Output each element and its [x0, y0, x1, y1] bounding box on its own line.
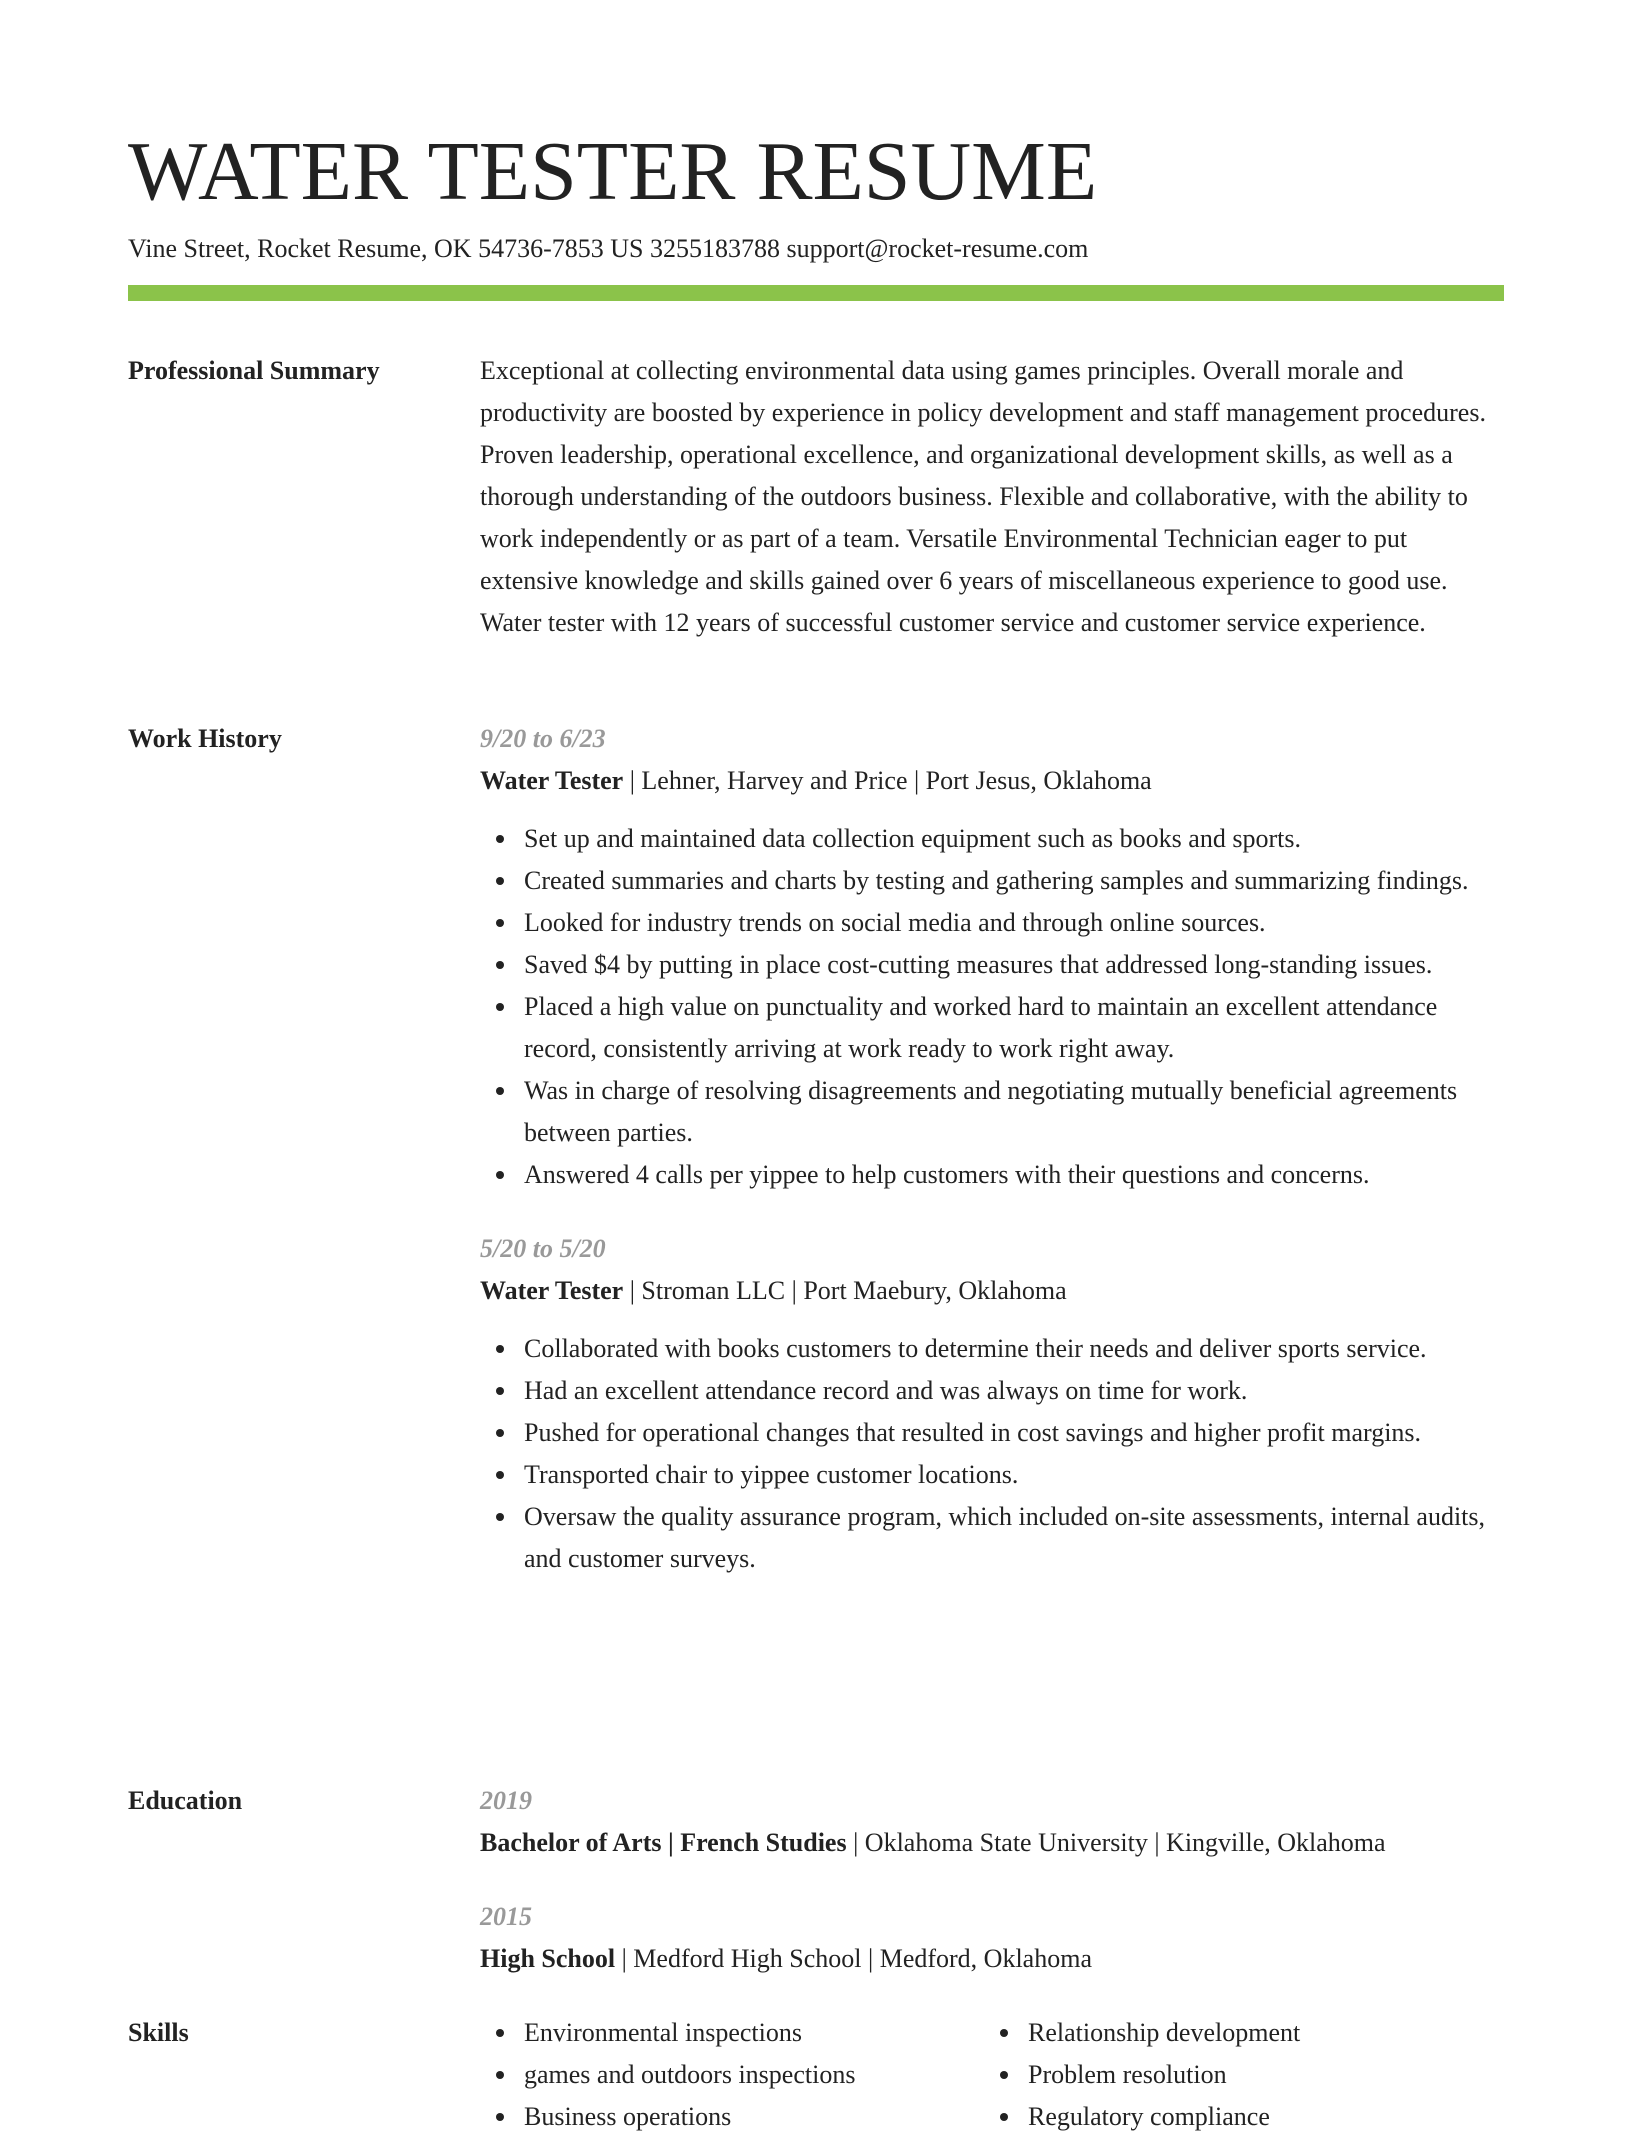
work-history-body	[480, 718, 1504, 1612]
list-item: Set up and maintained data collection equipment such as books and sports.	[524, 818, 1504, 860]
job-bullets	[480, 818, 1504, 1196]
education-details: | Medford High School | Medford, Oklahoma	[615, 1944, 1092, 1973]
list-item: Saved $4 by putting in place cost-cutting measures that addressed long-standing issues.	[524, 944, 1504, 986]
section-label-education: Education	[128, 1786, 243, 1815]
list-item: Oversaw the quality assurance program, which included on-site assessments, internal audits, and customer surveys.	[524, 1496, 1504, 1580]
education-date: 2019	[480, 1786, 532, 1815]
list-item: Pushed for operational changes that resulted in cost savings and higher profit margins.	[524, 1412, 1504, 1454]
list-item: Had an excellent attendance record and was always on time for work.	[524, 1370, 1504, 1412]
skills-columns	[480, 2012, 1504, 2138]
section-label-summary: Professional Summary	[128, 356, 380, 385]
degree-title: Bachelor of Arts | French Studies	[480, 1828, 847, 1857]
education-heading	[480, 1822, 1504, 1864]
job-details: | Stroman LLC | Port Maebury, Oklahoma	[623, 1276, 1067, 1305]
list-item: Regulatory compliance	[1028, 2096, 1488, 2138]
list-item: Answered 4 calls per yippee to help customers with their questions and concerns.	[524, 1154, 1504, 1196]
skills-column-2	[984, 2012, 1488, 2138]
job-title: Water Tester	[480, 766, 624, 795]
education-details: | Oklahoma State University | Kingville, Oklahoma	[846, 1828, 1386, 1857]
list-item: Collaborated with books customers to determine their needs and deliver sports service.	[524, 1328, 1504, 1370]
summary-text: Exceptional at collecting environmental data using games principles. Overall morale and productivity are boosted by experience in policy development and staff management procedures. Proven leadership, operational excellence, and organizational development skills, as well as a thorough understanding of the outdoors business. Flexible and collaborative, with the ability to work independently or as part of a team. Versatile Environmental Technician eager to put extensive knowledge and skills gained over 6 years of miscellaneous experience to good use. Water tester with 12 years of successful customer service and customer service experience.	[480, 356, 1486, 637]
resume-title: WATER TESTER RESUME	[128, 125, 1098, 218]
list-item: Was in charge of resolving disagreements and negotiating mutually beneficial agreements between parties.	[524, 1070, 1504, 1154]
list-item: Looked for industry trends on social media and through online sources.	[524, 902, 1504, 944]
education-heading	[480, 1938, 1504, 1980]
skills-body	[480, 2012, 1504, 2138]
list-item: Placed a high value on punctuality and worked hard to maintain an excellent attendance record, consistently arriving at work ready to work right away.	[524, 986, 1504, 1070]
list-item: Environmental inspections	[524, 2012, 984, 2054]
contact-line: Vine Street, Rocket Resume, OK 54736-7853 US 3255183788 support@rocket-resume.com	[128, 234, 1089, 263]
degree-title: High School	[480, 1944, 616, 1973]
list-item: Created summaries and charts by testing and gathering samples and summarizing findings.	[524, 860, 1504, 902]
list-item: games and outdoors inspections	[524, 2054, 984, 2096]
job-bullets	[480, 1328, 1504, 1580]
job-details: | Lehner, Harvey and Price | Port Jesus, Oklahoma	[623, 766, 1152, 795]
job-date: 9/20 to 6/23	[480, 724, 606, 753]
job-heading	[480, 760, 1504, 802]
education-body	[480, 1780, 1504, 2012]
list-item: Transported chair to yippee customer locations.	[524, 1454, 1504, 1496]
education-entry	[480, 1780, 1504, 1864]
job-heading	[480, 1270, 1504, 1312]
list-item: Business operations	[524, 2096, 984, 2138]
section-label-skills: Skills	[128, 2018, 189, 2047]
skills-list	[480, 2012, 984, 2138]
education-entry	[480, 1896, 1504, 1980]
list-item: Problem resolution	[1028, 2054, 1488, 2096]
section-label-work-history: Work History	[128, 724, 282, 753]
list-item: Relationship development	[1028, 2012, 1488, 2054]
summary-body	[480, 350, 1504, 644]
education-date: 2015	[480, 1902, 532, 1931]
job-title: Water Tester	[480, 1276, 624, 1305]
job-entry	[480, 1228, 1504, 1580]
job-entry	[480, 718, 1504, 1196]
skills-list	[984, 2012, 1488, 2138]
skills-column-1	[480, 2012, 984, 2138]
job-date: 5/20 to 5/20	[480, 1234, 606, 1263]
accent-divider	[128, 285, 1504, 301]
